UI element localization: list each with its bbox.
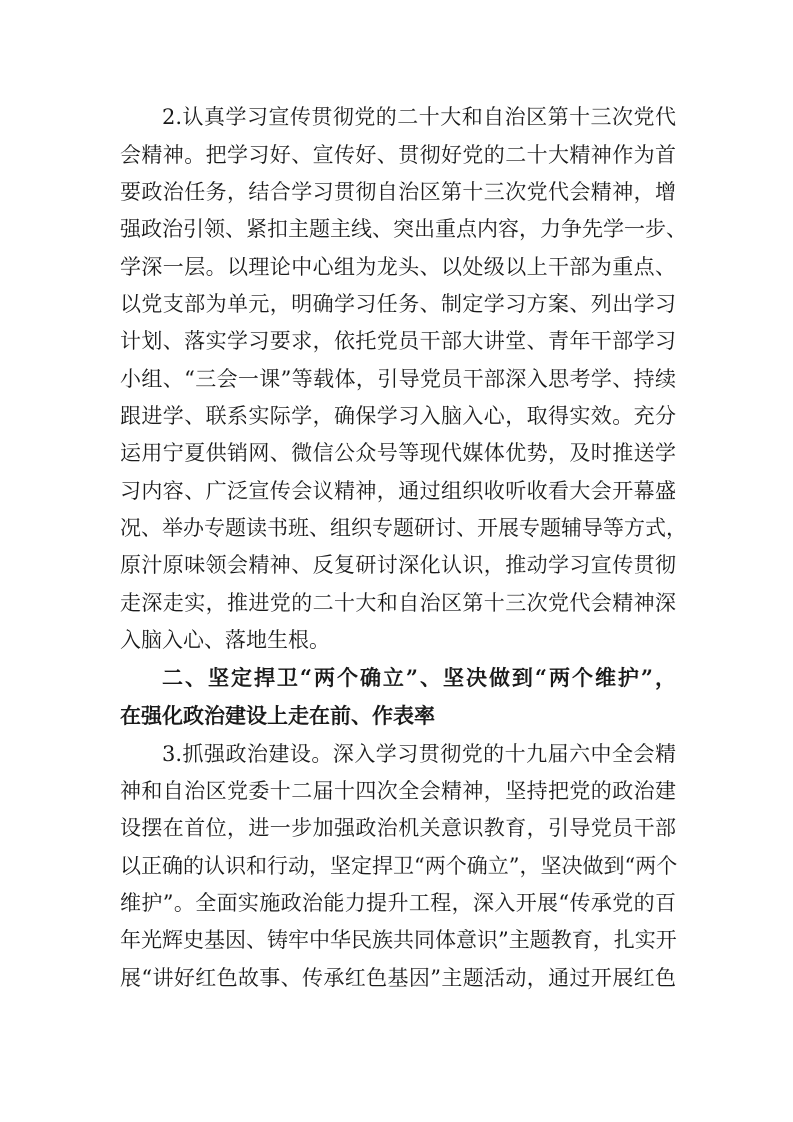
paragraph-2-line-4: 强政治引领、紧扣主题主线、突出重点内容，力争先学一步、 xyxy=(120,217,687,241)
paragraph-2-line-8: 小组、“三会一课”等载体，引导党员干部深入思考学、持续 xyxy=(120,367,676,391)
paragraph-2-line-10: 运用宁夏供销网、微信公众号等现代媒体优势，及时推送学 xyxy=(120,441,676,465)
paragraph-3-line-4: 以正确的认识和行动，坚定捍卫“两个确立”，坚决做到“两个 xyxy=(120,854,678,878)
paragraph-3-line-3: 设摆在首位，进一步加强政治机关意识教育，引导党员干部 xyxy=(120,816,676,840)
paragraph-3-line-7: 展“讲好红色故事、传承红色基因”主题活动，通过开展红色 xyxy=(120,966,676,990)
paragraph-2-line-15: 入脑入心、落地生根。 xyxy=(120,628,330,652)
paragraph-2-line-7: 计划、落实学习要求，依托党员干部大讲堂、青年干部学习 xyxy=(120,329,676,353)
paragraph-3-line-2: 神和自治区党委十二届十四次全会精神，坚持把党的政治建 xyxy=(120,779,676,803)
paragraph-2-line-6: 以党支部为单元，明确学习任务、制定学习方案、列出学习 xyxy=(120,292,676,316)
paragraph-2-line-2: 会精神。把学习好、宣传好、贯彻好党的二十大精神作为首 xyxy=(120,143,676,167)
paragraph-2-line-12: 况、举办专题读书班、组织专题研讨、开展专题辅导等方式， xyxy=(120,516,687,540)
section-heading-line-2: 在强化政治建设上走在前、作表率 xyxy=(120,703,435,728)
paragraph-3-line-5: 维护”。全面实施政治能力提升工程，深入开展“传承党的百 xyxy=(120,891,676,915)
paragraph-3-line-6: 年光辉史基因、铸牢中华民族共同体意识”主题教育，扎实开 xyxy=(120,928,677,952)
paragraph-2-line-11: 习内容、广泛宣传会议精神，通过组织收听收看大会开幕盛 xyxy=(120,479,676,503)
paragraph-2-line-13: 原汁原味领会精神、反复研讨深化认识，推动学习宣传贯彻 xyxy=(120,553,676,577)
paragraph-2-line-14: 走深走实，推进党的二十大和自治区第十三次党代会精神深 xyxy=(120,591,676,615)
paragraph-3-line-1: 3.抓强政治建设。深入学习贯彻党的十九届六中全会精 xyxy=(162,742,676,766)
paragraph-2-line-5: 学深一层。以理论中心组为龙头、以处级以上干部为重点、 xyxy=(120,255,676,279)
paragraph-2-line-1: 2.认真学习宣传贯彻党的二十大和自治区第十三次党代 xyxy=(162,105,676,129)
paragraph-2-line-3: 要政治任务，结合学习贯彻自治区第十三次党代会精神，增 xyxy=(120,180,676,204)
paragraph-2-line-9: 跟进学、联系实际学，确保学习入脑入心，取得实效。充分 xyxy=(120,404,676,428)
section-heading-line-1: 二、坚定捍卫“两个确立”、坚决做到“两个维护”， xyxy=(162,665,676,690)
